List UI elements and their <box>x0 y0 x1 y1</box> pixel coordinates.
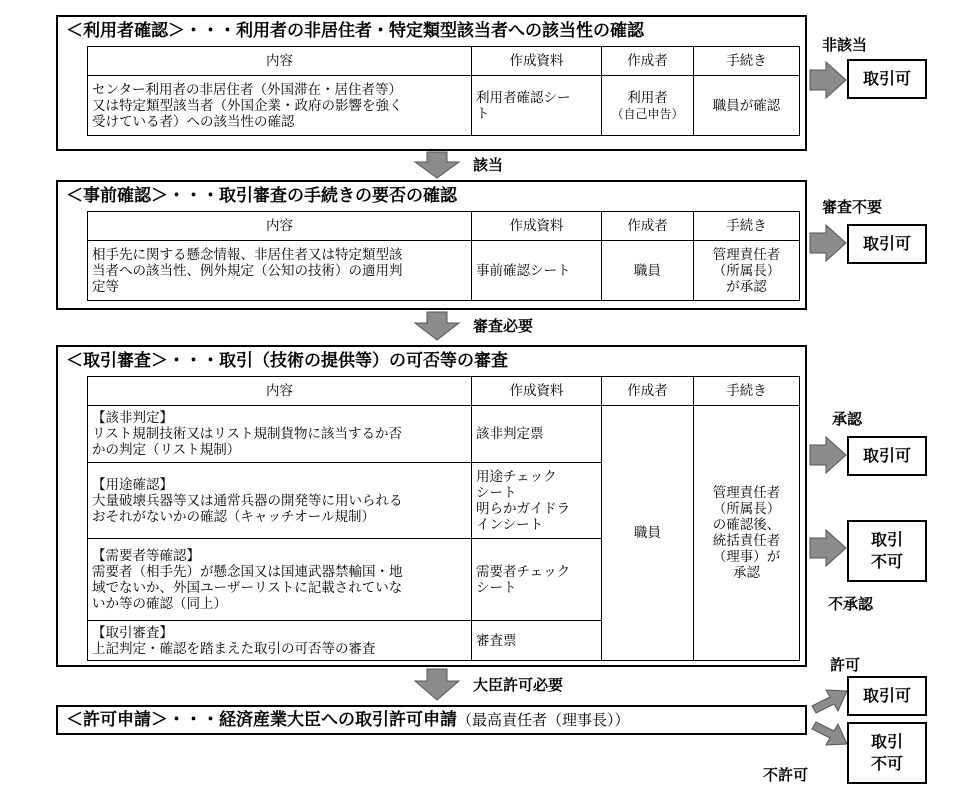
outcome-label-permitted: 許可 <box>830 656 861 674</box>
row-document: 事前確認シート <box>472 241 602 301</box>
result-box-trade-allowed: 取引可 <box>847 676 927 716</box>
diagonal-up-arrow-icon <box>812 690 847 713</box>
diagonal-down-arrow-icon <box>812 722 847 745</box>
down-arrow-icon <box>415 669 459 700</box>
result-box-trade-allowed: 取引可 <box>847 224 927 264</box>
row-creator: 職員 <box>602 406 694 661</box>
header-creator: 作成者 <box>602 47 694 76</box>
row-content: 【取引審査】 上記判定・確認を踏まえた取引の可否等の審査 <box>88 621 472 661</box>
row-document: 該非判定票 <box>472 406 602 463</box>
outcome-label-not-permitted: 不許可 <box>763 766 809 784</box>
flow-label-minister-permit-needed: 大臣許可必要 <box>473 676 564 694</box>
outcome-label-not-applicable: 非該当 <box>822 36 868 54</box>
result-box-trade-allowed: 取引可 <box>847 59 927 99</box>
down-arrow-icon <box>415 152 459 178</box>
flow-label-applicable: 該当 <box>473 156 504 174</box>
row-content: 相手先に関する懸念情報、非居住者又は特定類型該 当者への該当性、例外規定（公知の技術）の適用判 定等 <box>88 241 472 301</box>
row-procedure: 職員が確認 <box>694 76 800 136</box>
section-title-sub: ・・・取引審査の手続きの要否の確認 <box>168 186 457 206</box>
row-content: 【需要者等確認】 需要者（相手先）が懸念国又は国連武器禁輸国・地 域でないか、外国ユーザーリストに記載されていな いか等の確認（同上） <box>88 539 472 621</box>
result-box-trade-allowed: 取引可 <box>847 436 927 476</box>
right-arrow-icon <box>810 225 846 261</box>
section-title-sub: ・・・利用者の非居住者・特定類型該当者への該当性の確認 <box>185 21 644 41</box>
right-arrow-icon <box>810 437 846 473</box>
header-procedure: 手続き <box>694 47 800 76</box>
row-content: センター利用者の非居住者（外国滞在・居住者等） 又は特定類型該当者（外国企業・政府の影響を強く 受けている者）への該当性の確認 <box>88 76 472 136</box>
outcome-label-not-approved: 不承認 <box>828 595 874 613</box>
row-creator: 職員 <box>602 241 694 301</box>
result-box-trade-not-allowed: 取引 不可 <box>847 722 927 784</box>
header-document: 作成資料 <box>472 47 602 76</box>
header-creator: 作成者 <box>602 212 694 241</box>
section-title-main: ＜事前確認＞ <box>66 186 168 206</box>
section-title-sub: ・・・経済産業大臣への取引許可申請 <box>168 710 457 730</box>
flow-label-review-needed: 審査必要 <box>473 317 534 335</box>
right-arrow-icon <box>810 530 846 566</box>
section-title-main: ＜許可申請＞ <box>66 710 168 730</box>
header-content: 内容 <box>88 212 472 241</box>
header-procedure: 手続き <box>694 377 800 406</box>
down-arrow-icon <box>415 312 459 340</box>
header-document: 作成資料 <box>472 377 602 406</box>
section-title-sub: ・・・取引（技術の提供等）の可否等の審査 <box>168 351 508 371</box>
row-procedure: 管理責任者 （所属長） が承認 <box>694 241 800 301</box>
row-document: 需要者チェック シート <box>472 539 602 621</box>
row-procedure: 管理責任者 （所属長） の確認後、 統括責任者 （理事）が 承認 <box>694 406 800 661</box>
result-box-trade-not-allowed: 取引 不可 <box>847 520 927 582</box>
header-document: 作成資料 <box>472 212 602 241</box>
outcome-label-approved: 承認 <box>832 410 863 428</box>
header-content: 内容 <box>88 47 472 76</box>
row-creator-note: （自己申告） <box>611 106 684 121</box>
section-title-note: （最高責任者（理事長）） <box>457 711 630 729</box>
row-creator-name: 利用者 <box>627 89 668 106</box>
header-procedure: 手続き <box>694 212 800 241</box>
row-document: 用途チェック シート 明らかガイドラ インシート <box>472 463 602 539</box>
row-content: 【該非判定】 リスト規制技術又はリスト規制貨物に該当するか否 かの判定（リスト規制） <box>88 406 472 463</box>
header-creator: 作成者 <box>602 377 694 406</box>
outcome-label-review-not-needed: 審査不要 <box>822 198 883 216</box>
row-document: 利用者確認シー ト <box>472 76 602 136</box>
section-title-main: ＜取引審査＞ <box>66 351 168 371</box>
right-arrow-icon <box>810 62 846 98</box>
row-document: 審査票 <box>472 621 602 661</box>
header-content: 内容 <box>88 377 472 406</box>
section-title-main: ＜利用者確認＞ <box>66 21 185 41</box>
row-content: 【用途確認】 大量破壊兵器等又は通常兵器の開発等に用いられる おそれがないかの確認（キャッチオール規制） <box>88 463 472 539</box>
